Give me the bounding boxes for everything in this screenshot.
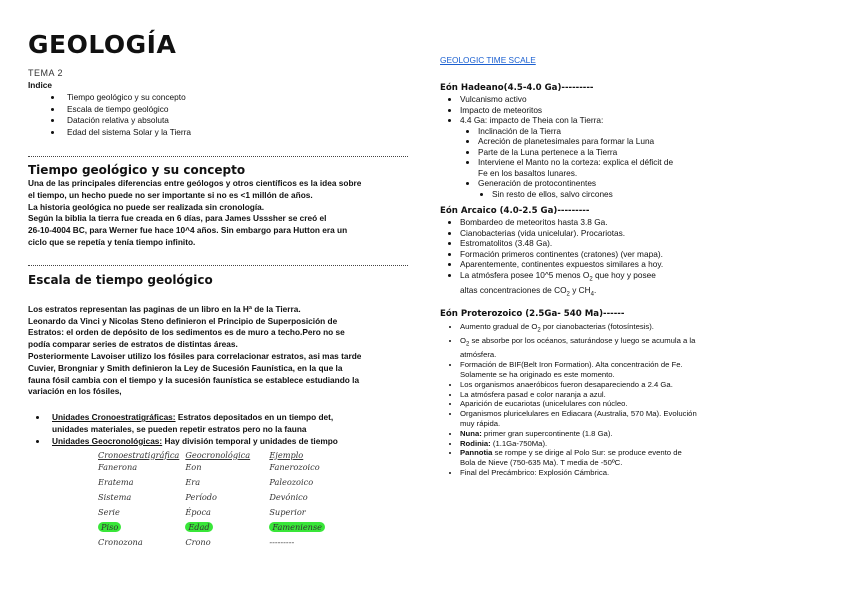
text-line: Los estratos representan las paginas de un libro en la Hª de la Tierra. — [28, 303, 301, 314]
page-title: GEOLOGÍA — [28, 30, 177, 59]
text-part: Solamente se ha originado es este momento. — [460, 370, 615, 380]
list-item — [460, 448, 830, 468]
proterozoico-list — [440, 322, 830, 478]
text-line: La historia geológica no puede ser realizada sin cronología. — [28, 201, 265, 212]
index-item: • Edad del sistema Solar y la Tierra — [63, 127, 408, 139]
text-part: (1.1Ga-750Ma). — [490, 438, 548, 448]
table-cell: Fanerona — [98, 462, 138, 473]
units-list — [28, 412, 408, 447]
list-item — [460, 115, 830, 199]
dotted-divider — [28, 156, 408, 157]
table-cell: Época — [185, 507, 211, 518]
highlight: Edad — [185, 522, 212, 532]
list-item — [460, 336, 830, 360]
list-item: • Final del Precámbrico: Explosión Cámbrica. — [460, 468, 830, 478]
list-item: • Cianobacterias (vida unicelular). Procariotas. — [460, 228, 830, 239]
table-row — [98, 460, 353, 475]
index-item: • Tiempo geológico y su concepto — [63, 92, 408, 104]
text-part: que hoy y posee — [592, 269, 656, 280]
list-item-text: Fe en los basaltos lunares. — [478, 167, 578, 178]
theia-sublist — [460, 126, 830, 200]
table-cell: Era — [185, 477, 201, 488]
table-row-highlighted — [98, 520, 353, 535]
text-part: altas concentraciones de CO — [460, 284, 567, 295]
text-line: variación en los fósiles, — [28, 386, 122, 397]
arcaico-list — [440, 217, 830, 300]
list-item: • La atmósfera pasad e color naranja a azul. — [460, 390, 830, 400]
text-part: . — [593, 284, 597, 295]
text-part: Formación de BIF(Belt Iron Formation). Alta concentración de Fe. — [460, 360, 683, 370]
table-cell: Serie — [98, 507, 120, 518]
index-item: • Datación relativa y absoluta — [63, 115, 408, 127]
subscript: 2 — [537, 327, 541, 334]
section-body-tiempo — [28, 178, 408, 249]
protocontinentes-sublist — [478, 189, 830, 200]
list-item: • Parte de la Luna pertenece a la Tierra — [478, 147, 830, 158]
text-part: por cianobacterias (fotosíntesis). — [540, 321, 654, 331]
text-line: Posteriormente Lavoiser utilizo los fósiles para correlacionar estratos, asi mas tarde — [28, 350, 362, 361]
list-item — [478, 178, 830, 199]
table-header: Ejemplo — [269, 449, 304, 460]
table-cell: Paleozoico — [269, 477, 314, 488]
text-part: O — [460, 336, 466, 346]
units-item-geo — [48, 436, 408, 448]
table-cell — [269, 520, 353, 535]
tema-label: TEMA 2 — [28, 68, 64, 78]
units-crono-text2: unidades materiales, se pueden repetir estratos pero no la fauna — [52, 423, 307, 434]
table-cell: Cronozona — [98, 537, 143, 548]
units-table — [98, 450, 353, 550]
list-item: • Aparentemente, continentes expuestos similares a hoy. — [460, 259, 830, 270]
table-header: Geocronológica — [185, 449, 251, 460]
text-part: Aumento gradual de O — [460, 321, 538, 331]
highlight: Piso — [98, 522, 121, 532]
table-cell: Eon — [185, 462, 202, 473]
left-column — [28, 28, 408, 550]
text-line: Una de las principales diferencias entre geólogos y otros científicos es la idea sobre — [28, 177, 362, 188]
section-body-escala — [28, 304, 408, 398]
geologic-time-scale-link[interactable]: GEOLOGIC TIME SCALE — [440, 55, 536, 65]
bold-term: Pannotia — [460, 448, 493, 458]
list-item: • Bombardeo de meteoritos hasta 3.8 Ga. — [460, 217, 830, 228]
eon-heading-hadeano: Eón Hadeano(4.5-4.0 Ga)--------- — [440, 83, 594, 93]
text-line: 26-10-4004 BC, para Werner fue hace 10^4 años. Sin embargo para Hutton era un — [28, 225, 348, 236]
bold-term: Nuna: — [460, 428, 482, 438]
units-geo-text: Hay división temporal y unidades de tiempo — [162, 435, 338, 446]
list-item: • Inclinación de la Tierra — [478, 126, 830, 137]
list-item-text: 4.4 Ga: impacto de Theia con la Tierra: — [460, 115, 604, 125]
list-item: • Acreción de planetesimales para formar la Luna — [478, 136, 830, 147]
list-item — [460, 439, 830, 449]
table-cell: Crono — [185, 537, 211, 548]
table-cell: --------- — [269, 537, 295, 548]
list-item — [460, 322, 830, 336]
bold-term: Rodinia: — [460, 438, 491, 448]
text-part: primer gran supercontinente (1.8 Ga). — [481, 428, 613, 438]
list-item — [478, 157, 830, 178]
section-heading-escala: Escala de tiempo geológico — [28, 272, 213, 287]
table-cell — [185, 520, 269, 535]
list-item: • Estromatolitos (3.48 Ga). — [460, 238, 830, 249]
text-line: fauna fósil cambia con el tiempo y la sucesión faunística se establece estudiando la — [28, 374, 360, 385]
list-item-text: Generación de protocontinentes — [478, 178, 597, 188]
table-cell: Período — [185, 492, 217, 503]
table-cell: Eratema — [98, 477, 134, 488]
list-item: • Aparición de eucariotas (unicelulares con núcleo. — [460, 399, 830, 409]
eon-heading-proterozoico: Eón Proterozoico (2.5Ga- 540 Ma)------ — [440, 308, 625, 319]
list-item: • Formación primeros continentes (cratones) (ver mapa). — [460, 249, 830, 260]
subscript: 2 — [566, 291, 570, 298]
list-item-text: Interviene el Manto no la corteza: explica el déficit de — [478, 157, 674, 167]
right-column — [440, 50, 830, 478]
table-cell: Fanerozoico — [269, 462, 320, 473]
dotted-divider — [28, 265, 408, 266]
table-cell: Superior — [269, 507, 306, 518]
list-item-atmosfera — [460, 270, 830, 300]
units-item-crono — [48, 412, 408, 436]
units-geo-label: Unidades Geocronológicas: — [52, 435, 163, 446]
subscript: 4 — [590, 291, 594, 298]
index-item: • Escala de tiempo geológico — [63, 104, 408, 116]
table-row — [98, 490, 353, 505]
list-item — [460, 360, 830, 380]
table-row — [98, 535, 353, 550]
text-part: se rompe y se dirige al Polo Sur: se produce evento de — [492, 448, 682, 458]
text-part: y CH — [569, 284, 591, 295]
table-row — [98, 475, 353, 490]
list-item: • Vulcanismo activo — [460, 94, 830, 105]
indice-label: Indice — [28, 80, 52, 90]
table-header: Cronoestratigráfica — [98, 449, 180, 460]
text-line: Cuvier, Brongniar y Smith definieron la Ley de Sucesión Faunística, en la que la — [28, 362, 343, 373]
text-line: el tiempo, un hecho puede no ser importante si no es <1 millón de años. — [28, 189, 313, 200]
text-part: atmósfera. — [460, 350, 497, 360]
subscript: 2 — [589, 276, 593, 283]
eon-heading-arcaico: Eón Arcaico (4.0-2.5 Ga)--------- — [440, 206, 590, 216]
highlight: Fameniense — [269, 522, 325, 532]
hadeano-list — [440, 94, 830, 199]
text-line: Según la biblia la tierra fue creada en 6 días, para James Usssher se creó el — [28, 213, 327, 224]
text-line: Leonardo da Vinci y Nicolas Steno definieron el Principio de Superposición de — [28, 315, 338, 326]
table-header-row — [98, 450, 353, 460]
table-cell: Sistema — [98, 492, 132, 503]
text-line: podía comparar series de estratos de distintas áreas. — [28, 339, 238, 350]
list-item — [460, 429, 830, 439]
list-item: • Los organismos anaeróbicos fueron desapareciendo a 2.4 Ga. — [460, 380, 830, 390]
text-part: muy rápida. — [460, 419, 501, 429]
text-line: ciclo que se repetía y tenía tiempo infinito. — [28, 236, 196, 247]
list-item — [460, 409, 830, 429]
table-row — [98, 505, 353, 520]
text-part: La atmósfera posee 10^5 menos O — [460, 269, 590, 280]
text-part: Bola de Nieve (750-635 Ma). T media de -50ºC. — [460, 458, 623, 468]
text-part: se absorbe por los océanos, saturándose y luego se acumula a la — [469, 336, 696, 346]
units-crono-text: Estratos depositados en un tiempo det, — [175, 412, 334, 423]
section-heading-tiempo: Tiempo geológico y su concepto — [28, 162, 246, 177]
text-line: Estratos: el orden de depósito de los sedimentos es de muro a techo.Pero no se — [28, 327, 345, 338]
subscript: 2 — [465, 341, 470, 348]
table-cell: Devónico — [269, 492, 308, 503]
index-list — [28, 92, 408, 139]
units-crono-label: Unidades Cronoestratigráficas: — [52, 412, 176, 423]
table-cell — [98, 520, 185, 535]
text-part: Organismos pluricelulares en Ediacara (Australia, 570 Ma). Evolución — [460, 409, 697, 419]
list-item: • Sin resto de ellos, salvo circones — [492, 189, 830, 200]
list-item: • Impacto de meteoritos — [460, 105, 830, 116]
